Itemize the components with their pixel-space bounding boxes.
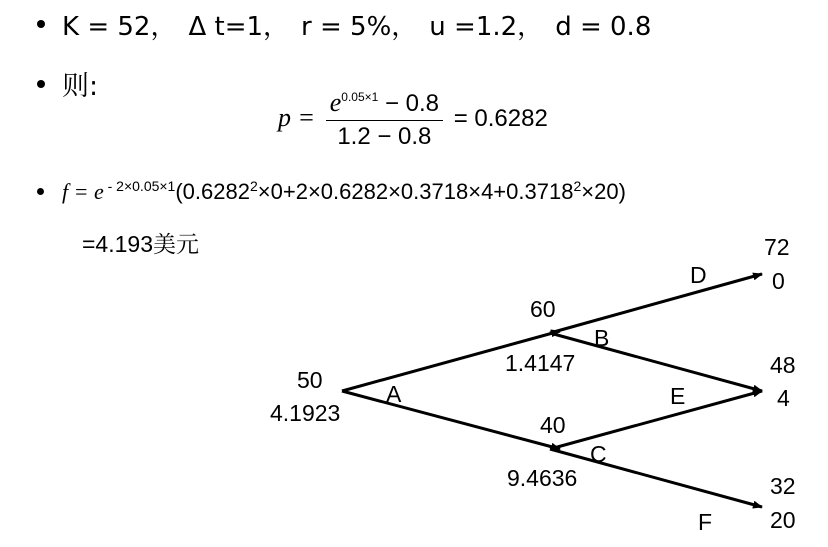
edge-b-d (550, 274, 762, 333)
node-a-label: A (386, 381, 402, 407)
node-c-label: C (590, 441, 607, 467)
f-exponent: - 2×0.05×1 (103, 178, 176, 194)
result-line: =4.193美元 (82, 231, 199, 257)
node-a-value: 4.1923 (270, 400, 341, 426)
node-c-value: 9.4636 (507, 465, 578, 491)
node-b-value: 1.4147 (505, 350, 576, 376)
f-formula: f = e $^{- 2\times 0.05\times 1}(0.6282^2\times 0+2\times 0.6282\times 0.3718\times 4+0.3718^2\times 20)$ (62, 178, 626, 204)
p-numerator: $e^{0.05\times 1} - 0.8$ (326, 88, 443, 121)
edge-c-f (550, 449, 762, 507)
edge-b-e (550, 333, 762, 391)
param-dt: Δ t=1， (188, 12, 290, 42)
node-e-price: 48 (770, 352, 796, 378)
node-e-label: E (670, 383, 686, 409)
p-lhs: p = (278, 102, 316, 132)
then-label: 则: (62, 71, 99, 102)
param-u: u =1.2， (429, 12, 544, 42)
node-e-value: 4 (777, 385, 790, 411)
param-k: K = 52， (62, 12, 177, 42)
node-b-price: 60 (530, 296, 556, 322)
node-d-label: D (690, 262, 707, 288)
node-f-value: 20 (770, 507, 796, 533)
edge-a-c (342, 391, 560, 449)
node-d-value: 0 (772, 268, 785, 294)
node-d-price: 72 (764, 234, 790, 260)
edge-c-e (550, 391, 762, 449)
node-c-price: 40 (540, 412, 566, 438)
p-denominator: 1.2 − 0.8 (337, 123, 432, 150)
param-d: d = 0.8 (555, 12, 652, 42)
p-result: = 0.6282 (453, 104, 548, 132)
node-f-price: 32 (770, 473, 796, 499)
node-b-label: B (594, 325, 610, 351)
node-f-label: F (698, 509, 713, 535)
node-a-price: 50 (297, 367, 323, 393)
param-r: r = 5%， (301, 12, 418, 42)
f-lhs: f = e (62, 179, 104, 204)
